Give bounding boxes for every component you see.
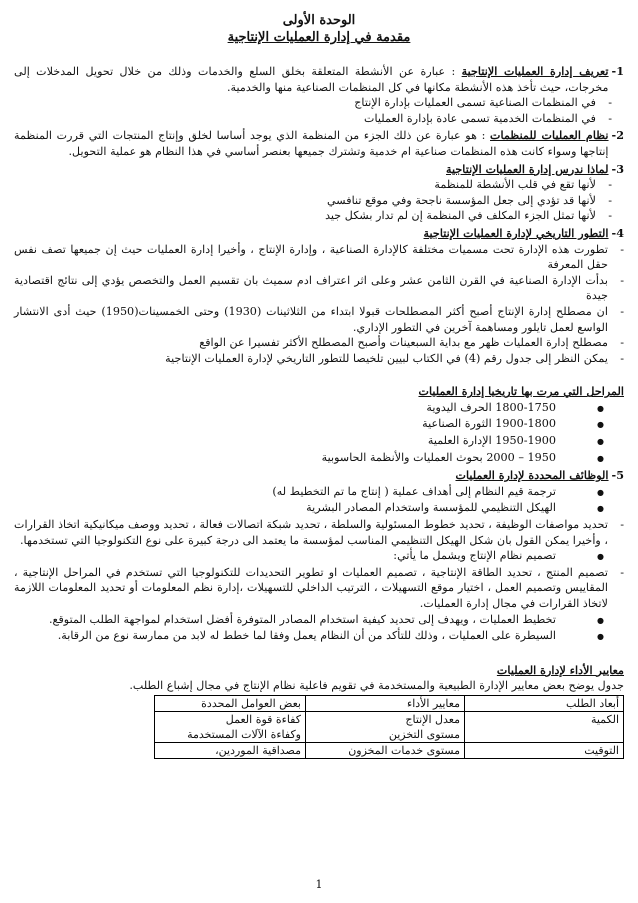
- definition-body: : هو عبارة عن ذلك الجزء من المنظمة الذي يوجد أساسا لخلق وإنتاج المنتجات التي قررت المنظمة إنتاجها وسواء كانت هذه المنظمات صناعية ام خدمية وتشترك جميعها بعنصر أساسي في هذا النظام هو عملية التحويل.: [14, 129, 609, 158]
- section-number: 1-: [611, 64, 624, 78]
- list-item: ● 1900-1800 الثورة الصناعية: [14, 416, 624, 433]
- table-cell: مستوى خدمات المخزون: [306, 742, 465, 758]
- section-number: 2-: [611, 128, 624, 143]
- definition-term: نظام العمليات للمنظمات: [490, 128, 609, 143]
- section-heading: لماذا ندرس إدارة العمليات الإنتاجية: [446, 161, 609, 176]
- table-cell: الكمية: [465, 711, 624, 742]
- section-definition: [14, 64, 624, 126]
- definition-body: : عبارة عن الأنشطة المتعلقة بخلق السلع والخدمات وذلك من خلال تحويل المدخلات إلى مخرجات، حيث تأخذ هذه الأنشطة مكانها في كل المنظمات الصناعية منها والخدمية.: [14, 65, 609, 94]
- section-heading: معايير الأداء لإدارة العمليات: [496, 662, 624, 677]
- section-heading: التطور التاريخي لإدارة العمليات الإنتاجية: [423, 225, 609, 240]
- section-operations-system: [14, 128, 624, 159]
- list-item: - بدأت الإدارة الصناعية في القرن الثامن عشر وعلى اثر اعتراف ادم سميث بان تقسيم العمل والتخصص يؤدي إلى نتائج اقتصادية جيدة: [14, 273, 624, 304]
- definition-text: [14, 128, 609, 159]
- section-why-study: [14, 162, 624, 224]
- list-item: - في المنظمات الصناعية تسمى العمليات بإدارة الإنتاج: [14, 95, 624, 111]
- list-item: - لأنها قد تؤدي إلى جعل المؤسسة ناجحة وفي موقع تنافسي: [14, 193, 624, 209]
- column-header: أبعاد الطلب: [465, 695, 624, 711]
- section-number: 4-: [611, 225, 624, 240]
- list-item: ● 1800-1750 الحرف اليدوية: [14, 400, 624, 417]
- functions-list: [14, 548, 624, 565]
- column-header: بعض العوامل المحددة: [155, 695, 306, 711]
- definition-text: [14, 64, 609, 95]
- list-item: - تصميم المنتج ، تحديد الطاقة الإنتاجية ، تصميم العمليات او تطوير التحديدات للتكنولوجيا التي تستخدم في المراحل الإنتاجية ، المقاييس وتصميم العمل ، اختيار موقع التسهيلات ، الترتيب الداخلي للتسهيلات ،إدارة نظم المعلومات أو تحديد المعلومات اللازمة لاتخاذ القرارات في مجال إدارة العمليات.: [14, 565, 624, 612]
- list-item: - مصطلح إدارة العمليات ظهر مع بداية السبعينات وأصبح المصطلح الأكثر تفسيرا عن الواقع: [14, 335, 624, 351]
- document-subtitle: مقدمة في إدارة العمليات الإنتاجية: [227, 30, 411, 45]
- functions-list: [14, 612, 624, 645]
- list-item: - يمكن النظر إلى جدول رقم (4) في الكتاب لبيين تلخيصا للتطور التاريخي لإدارة العمليات الإنتاجية: [14, 351, 624, 367]
- table-cell: مستوى التخزين: [306, 727, 465, 743]
- stages-list: [14, 400, 624, 466]
- section-number: 3-: [611, 161, 624, 176]
- section-criteria: [14, 663, 624, 759]
- functions-list: [14, 484, 624, 517]
- section-heading: الوظائف المحددة لإدارة العمليات: [455, 468, 609, 483]
- table-cell: مصداقية الموردين،: [155, 742, 306, 758]
- definition-term: تعريف إدارة العمليات الإنتاجية: [461, 64, 609, 78]
- section-history: [14, 226, 624, 366]
- criteria-table: [154, 695, 624, 759]
- table-row: [155, 711, 624, 727]
- section-stages: [14, 384, 624, 466]
- section-functions: [14, 468, 624, 645]
- list-item: ● الهيكل التنظيمي للمؤسسة واستخدام المصادر البشرية: [14, 500, 624, 517]
- document-page: [14, 10, 624, 759]
- list-item: ● تخطيط العمليات ، ويهدف إلى تحديد كيفية استخدام المصادر المتوفرة أفضل استخدام لمواجهة الطلب المتوقع.: [14, 612, 624, 629]
- table-cell: وكفاءة الآلات المستخدمة: [155, 727, 306, 743]
- list-item: - تحديد مواصفات الوظيفة ، تحديد خطوط المسئولية والسلطة ، تحديد شبكة اتصالات فعالة ، تحديد ووصف ميكانيكية اتخاذ القرارات ، وأخيرا يمكن القول بان شكل الهيكل التنظيمي المناسب لمؤسسة ما يعتمد الى درجة كبيرة على نوع التكنولوجيا التي تستخدمها.: [14, 517, 624, 548]
- table-row: [155, 742, 624, 758]
- table-cell: معدل الإنتاج: [306, 711, 465, 727]
- list-item: ● 1950-1900 الإدارة العلمية: [14, 433, 624, 450]
- criteria-intro: جدول يوضح بعض معايير الإدارة الطبيعية والمستخدمة في تقويم فاعلية نظام الإنتاج في مجال إشباع الطلب.: [129, 679, 624, 693]
- list-item: ● ترجمة قيم النظام إلى أهداف عملية ( إنتاج ما تم التخطيط له): [14, 484, 624, 501]
- table-cell: كفاءة قوة العمل: [155, 711, 306, 727]
- list-item: ● السيطرة على العمليات ، وذلك للتأكد من أن النظام يعمل وفقا لما خطط له لابد من ممارسة نوع من الرقابة.: [14, 628, 624, 645]
- table-cell: التوقيت: [465, 742, 624, 758]
- section-heading: المراحل التي مرت بها تاريخيا إدارة العمليات: [418, 384, 624, 399]
- list-item: - تطورت هذه الإدارة تحت مسميات مختلفة كالإدارة الصناعية ، وإدارة الإنتاج ، وأخيرا إدارة العمليات حيث إن جميعها تصف نفس حقل المعرفة: [14, 242, 624, 273]
- unit-title: الوحدة الأولى: [282, 13, 356, 28]
- column-header: معايير الأداء: [306, 695, 465, 711]
- page-number: 1: [315, 878, 323, 892]
- definition-row: [14, 64, 624, 95]
- list-item: - لأنها تقع في قلب الأنشطة للمنظمة: [14, 177, 624, 193]
- section-number: 5-: [611, 468, 624, 483]
- table-header-row: [155, 695, 624, 711]
- list-item: - ان مصطلح إدارة الإنتاج أصبح أكثر المصطلحات قبولا ابتداء من الثلاثينات (1930) وحتى الخمسينات(1950) حيث أدى الانتشار الواسع لعمل تايلور ومساهمة آخرين في التطور الإداري.: [14, 304, 624, 335]
- list-item: - لأنها تمثل الجزء المكلف في المنظمة إن لم تدار بشكل جيد: [14, 208, 624, 224]
- definition-row: [14, 128, 624, 159]
- list-item: ● تصميم نظام الإنتاج ويشمل ما يأتي:: [14, 548, 624, 565]
- list-item: ● 1950 – 2000 بحوث العمليات والأنظمة الحاسوبية: [14, 450, 624, 467]
- list-item: - في المنظمات الخدمية تسمى عادة بإدارة العمليات: [14, 111, 624, 127]
